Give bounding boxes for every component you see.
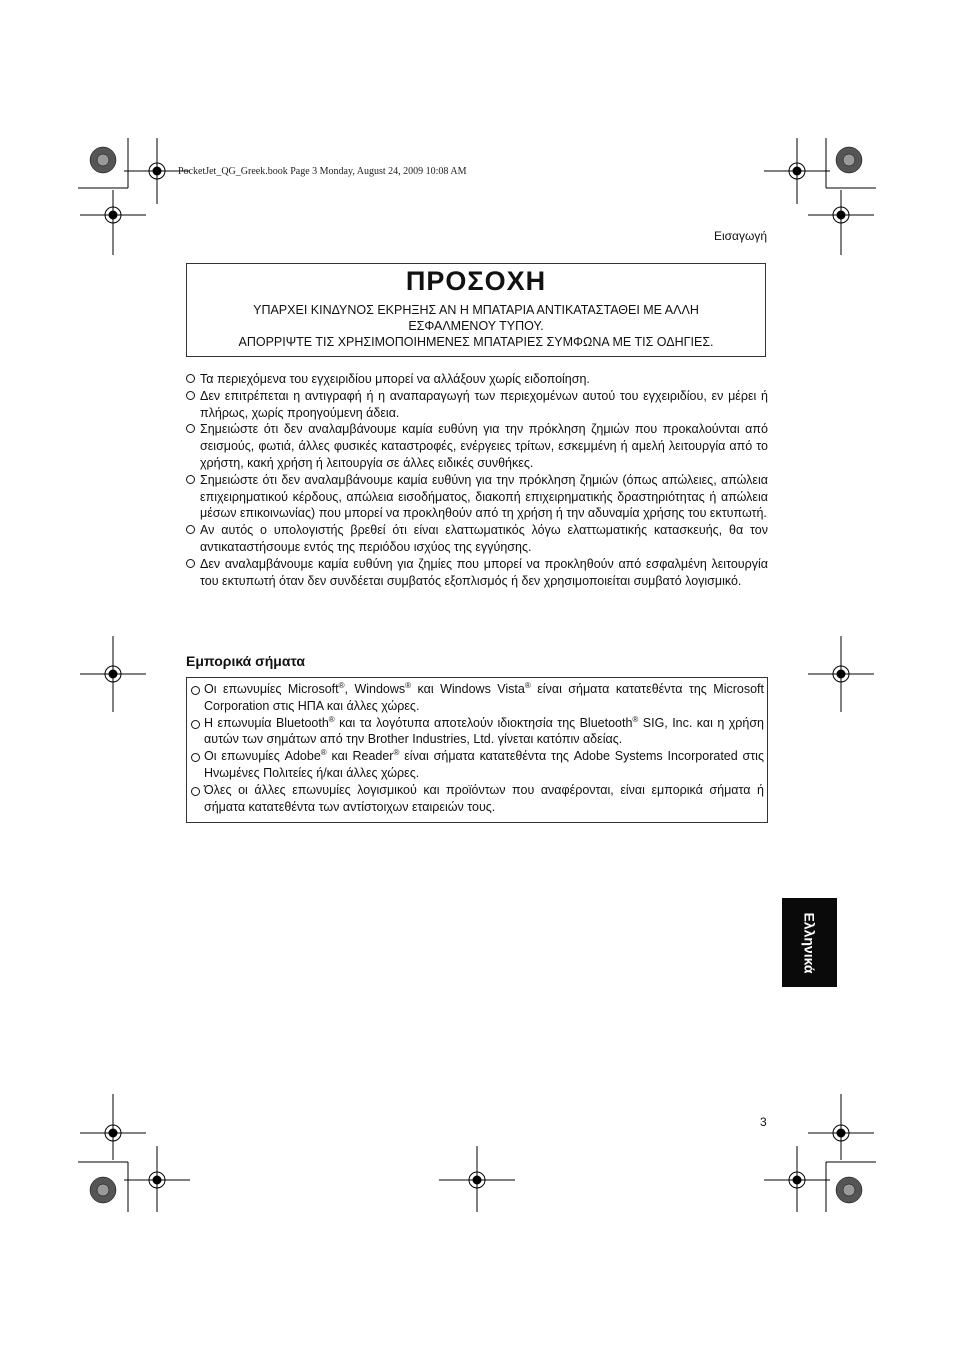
registered-mark: ® <box>328 714 335 724</box>
list-item <box>191 782 764 816</box>
note-text: Σημειώστε ότι δεν αναλαμβάνουμε καμία ευθύνη για την πρόκληση ζημιών που προκαλούνται από σεισμούς, φωτιά, άλλες φυσικές καταστροφές, ενέργειες τρίτων, εσκεμμένη ή αμελή λειτουργία από το χρήστη, κακή χρήση ή λειτουργία σε άλλες ειδικές συνθήκες. <box>200 422 768 470</box>
circle-bullet-icon <box>186 559 195 568</box>
note-text: Τα περιεχόμενα του εγχειριδίου μπορεί να αλλάξουν χωρίς ειδοποίηση. <box>200 372 590 386</box>
warning-line: ΑΠΟΡΡΙΨΤΕ ΤΙΣ ΧΡΗΣΙΜΟΠΟΙΗΜΕΝΕΣ ΜΠΑΤΑΡΙΕΣ ΣΥΜΦΩΝΑ ΜΕ ΤΙΣ ΟΔΗΓΙΕΣ. <box>238 335 714 349</box>
circle-bullet-icon <box>186 424 195 433</box>
note-text: Αν αυτός ο υπολογιστής βρεθεί ότι είναι ελαττωματικός λόγω ελαττωματικής κατασκευής, θα τον αντικαταστήσουμε εντός της περιόδου ισχύος της εγγύησης. <box>200 523 768 554</box>
circle-bullet-icon <box>186 374 195 383</box>
list-item <box>186 472 768 522</box>
list-item <box>186 421 768 471</box>
trademark-text: Όλες οι άλλες επωνυμίες λογισμικού και προϊόντων που αναφέρονται, είναι εμπορικά σήματα ή σήματα κατατεθέντα των αντίστοιχων εταιρειών τους. <box>204 782 764 814</box>
list-item <box>186 371 768 388</box>
note-text: Δεν αναλαμβάνουμε καμία ευθύνη για ζημίες που μπορεί να προκληθούν από εσφαλμένη λειτουργία του εκτυπωτή όταν δεν συνδέεται συμβατός εξοπλισμός ή δεν χρησιμοποιείται συμβατό λογισμικό. <box>200 556 768 588</box>
list-item <box>191 748 764 782</box>
circle-bullet-icon <box>191 720 200 729</box>
trademark-text: είναι σήματα κατατεθέντα της Adobe Systems Incorporated στις Ηνωμένες Πολιτείες ή/και άλλες χώρες. <box>204 749 764 780</box>
language-tab <box>782 898 837 987</box>
warning-line: ΕΣΦΑΛΜΕΝΟΥ ΤΥΠΟΥ. <box>408 319 544 333</box>
note-text: Σημειώστε ότι δεν αναλαμβάνουμε καμία ευθύνη για την πρόκληση ζημιών (όπως απώλειες, απώλεια επιχειρηματικού κέρδους, απώλεια εισοδήματος, διακοπή επιχειρηματικής δραστηριότητας ή απώλεια μέσων επικοινωνίας) που μπορεί να προκληθούν από τη χρήση ή την αδυναμία χρήσης του εκτυπωτή. <box>200 472 768 521</box>
warning-box <box>186 263 766 357</box>
warning-line: ΥΠΑΡΧΕΙ ΚΙΝΔΥΝΟΣ ΕΚΡΗΞΗΣ ΑΝ Η ΜΠΑΤΑΡΙΑ ΑΝΤΙΚΑΤΑΣΤΑΘΕΙ ΜΕ ΑΛΛΗ <box>253 303 699 317</box>
circle-bullet-icon <box>186 475 195 484</box>
notes-list <box>186 371 768 589</box>
note-text: Δεν επιτρέπεται η αντιγραφή ή η αναπαραγωγή των περιεχομένων αυτού του εγχειριδίου, εν μέρει ή πλήρως, χωρίς προηγούμενη άδεια. <box>200 388 768 420</box>
list-item <box>186 556 768 590</box>
language-tab-label: Ελληνικά <box>801 911 818 974</box>
circle-bullet-icon <box>186 525 195 534</box>
trademark-text: και τα λογότυπα αποτελούν ιδιοκτησία της Bluetooth <box>334 715 633 730</box>
circle-bullet-icon <box>191 686 200 695</box>
trademark-text: είναι σήματα κατατεθέντα της Microsoft Corporation στις ΗΠΑ και άλλες χώρες. <box>204 682 765 713</box>
trademark-text: Οι επωνυμίες Adobe <box>204 749 321 764</box>
list-item <box>191 681 764 715</box>
list-item <box>186 522 768 556</box>
registered-mark: ® <box>393 748 400 758</box>
registered-mark: ® <box>405 681 412 690</box>
print-line: PocketJet_QG_Greek.book Page 3 Monday, August 24, 2009 10:08 AM <box>178 166 467 177</box>
trademark-text: , Windows <box>344 682 406 696</box>
circle-bullet-icon <box>191 787 200 796</box>
registered-mark: ® <box>320 748 327 758</box>
registered-mark: ® <box>338 681 345 690</box>
trademark-text: Η επωνυμία Bluetooth <box>204 715 329 730</box>
circle-bullet-icon <box>186 391 195 400</box>
registered-mark: ® <box>632 714 639 724</box>
trademark-text: SIG, Inc. και η χρήση αυτών των σημάτων από την Brother Industries, Ltd. γίνεται κατόπιν αδείας. <box>204 715 764 747</box>
trademark-text: Οι επωνυμίες Microsoft <box>204 682 339 696</box>
list-item <box>191 715 764 749</box>
circle-bullet-icon <box>191 753 200 762</box>
trademark-text: και Windows Vista <box>411 682 525 696</box>
list-item <box>186 388 768 422</box>
trademarks-heading: Εμπορικά σήματα <box>186 653 305 669</box>
registered-mark: ® <box>524 681 531 690</box>
section-title: Εισαγωγή <box>713 229 767 243</box>
trademarks-box <box>186 677 768 823</box>
trademark-text: και Reader <box>326 749 394 764</box>
warning-title: ΠΡΟΣΟΧΗ <box>405 266 547 296</box>
page-number: 3 <box>760 1115 767 1129</box>
